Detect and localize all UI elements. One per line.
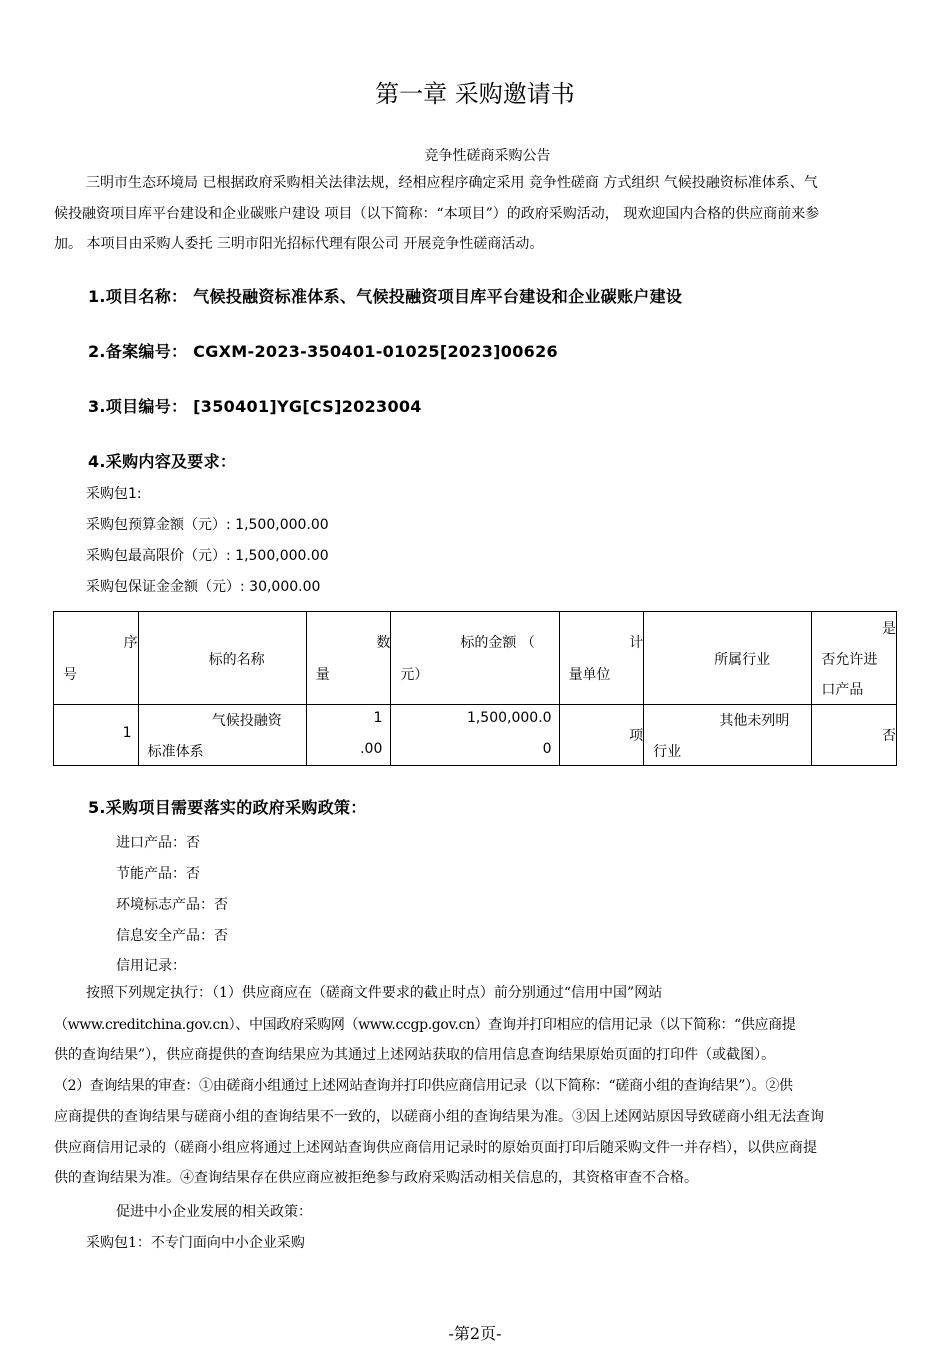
page-number: -第2页- xyxy=(448,1324,502,1343)
policy-sme: 促进中小企业发展的相关政策： xyxy=(116,1204,312,1220)
section-record-number: 2.备案编号： CGXM-2023-350401-01025[2023]00626 xyxy=(88,342,558,361)
cell-unit-text: 项 xyxy=(629,728,644,744)
cell-qty-part-1: 1 xyxy=(373,710,383,726)
credit-rule-line-4: （2）查询结果的审查：①由磋商小组通过上述网站查询并打印供应商信用记录（以下简称：“磋商小组的查询结果”）。②供 xyxy=(54,1078,793,1094)
cell-industry xyxy=(644,705,811,765)
intro-line-3: 加。 本项目由采购人委托 三明市阳光招标代理有限公司 开展竞争性磋商活动。 xyxy=(54,236,544,252)
header-name xyxy=(139,612,306,704)
intro-line-2: 候投融资项目库平台建设和企业碳账户建设 项目（以下简称：“本项目”）的政府采购活动， 现欢迎国内合格的供应商前来参 xyxy=(54,206,820,222)
header-qty xyxy=(307,612,391,704)
policy-environment: 环境标志产品：否 xyxy=(116,897,228,913)
cell-qty-part-2: .00 xyxy=(360,741,383,757)
credit-rule-line-1: 按照下列规定执行：（1）供应商应在（磋商文件要求的截止时点）前分别通过“信用中国”网站 xyxy=(86,985,663,1001)
header-amount-part-2: 元） xyxy=(400,667,429,683)
section-content-requirements: 4.采购内容及要求： xyxy=(88,452,237,471)
cell-name-part-1: 气候投融资 xyxy=(211,713,282,729)
cell-amount xyxy=(391,705,558,765)
package-budget: 采购包预算金额（元）: 1,500,000.00 xyxy=(86,517,329,533)
cell-no xyxy=(54,705,138,765)
section-project-name: 1.项目名称： 气候投融资标准体系、气候投融资项目库平台建设和企业碳账户建设 xyxy=(88,287,683,306)
cell-import-text: 否 xyxy=(882,728,896,744)
credit-rule-line-7: 供的查询结果为准。④查询结果存在供应商应被拒绝参与政府采购活动相关信息的，其资格审查不合格。 xyxy=(54,1170,698,1186)
cell-industry-part-2: 行业 xyxy=(653,744,682,760)
header-import-part-3: 口产品 xyxy=(821,682,864,698)
package-deposit: 采购包保证金金额（元）: 30,000.00 xyxy=(86,579,321,595)
cell-import xyxy=(812,705,896,765)
header-no-part-2: 号 xyxy=(63,667,77,683)
package-max-price: 采购包最高限价（元）: 1,500,000.00 xyxy=(86,548,329,564)
table-header-row xyxy=(54,612,897,705)
section-project-number: 3.项目编号： [350401]YG[CS]2023004 xyxy=(88,397,422,416)
policy-credit: 信用记录： xyxy=(116,958,186,974)
intro-line-1: 三明市生态环境局 已根据政府采购相关法律法规，经相应程序确定采用 竞争性磋商 方式组织 气候投融资标准体系、气 xyxy=(86,175,818,191)
credit-rule-line-6: 供应商信用记录的（磋商小组应将通过上述网站查询供应商信用记录时的原始页面打印后随采购文件一并存档），以供应商提 xyxy=(54,1140,817,1156)
header-import-part-1: 是 xyxy=(882,621,896,637)
header-industry-text: 所属行业 xyxy=(714,652,771,668)
header-qty-part-2: 量 xyxy=(315,667,330,683)
cell-name-part-2: 标准体系 xyxy=(147,744,204,760)
package-label: 采购包1: xyxy=(86,486,142,502)
table-row xyxy=(54,705,897,766)
header-no-part-1: 序 xyxy=(123,635,138,651)
cell-industry-part-1: 其他未列明 xyxy=(719,713,790,729)
chapter-title: 第一章 采购邀请书 xyxy=(375,80,575,108)
cell-qty xyxy=(307,705,391,765)
credit-rule-line-3: 供的查询结果”），供应商提供的查询结果应为其通过上述网站获取的信用信息查询结果原始页面的打印件（或截图）。 xyxy=(54,1047,776,1063)
cell-amount-part-1: 1,500,000.0 xyxy=(466,710,552,726)
header-unit-part-1: 计 xyxy=(629,635,644,651)
header-industry xyxy=(644,612,811,704)
header-import-part-2: 否允许进 xyxy=(821,652,878,668)
cell-no-text: 1 xyxy=(122,725,132,741)
policy-energy: 节能产品：否 xyxy=(116,866,200,882)
cell-name xyxy=(139,705,306,765)
section-policies: 5.采购项目需要落实的政府采购政策： xyxy=(88,798,367,817)
credit-rule-line-5: 应商提供的查询结果与磋商小组的查询结果不一致的，以磋商小组的查询结果为准。③因上述网站原因导致磋商小组无法查询 xyxy=(54,1109,824,1125)
notice-title: 竞争性磋商采购公告 xyxy=(424,148,551,164)
header-name-text: 标的名称 xyxy=(208,652,265,668)
procurement-table xyxy=(53,611,897,766)
header-amount-part-1: 标的金额 （ xyxy=(460,635,535,651)
policy-import: 进口产品：否 xyxy=(116,835,200,851)
policy-sme-package: 采购包1：不专门面向中小企业采购 xyxy=(86,1235,305,1251)
header-qty-part-1: 数 xyxy=(376,635,391,651)
credit-rule-line-2: （www.creditchina.gov.cn）、中国政府采购网（www.ccgp.gov.cn）查询并打印相应的信用记录（以下简称：“供应商提 xyxy=(54,1017,796,1033)
header-import xyxy=(812,612,896,704)
header-no xyxy=(54,612,138,704)
header-unit xyxy=(560,612,644,704)
cell-amount-part-2: 0 xyxy=(542,741,552,757)
policy-security: 信息安全产品：否 xyxy=(116,928,228,944)
cell-unit xyxy=(560,705,644,765)
header-unit-part-2: 量单位 xyxy=(568,667,611,683)
header-amount xyxy=(391,612,558,704)
